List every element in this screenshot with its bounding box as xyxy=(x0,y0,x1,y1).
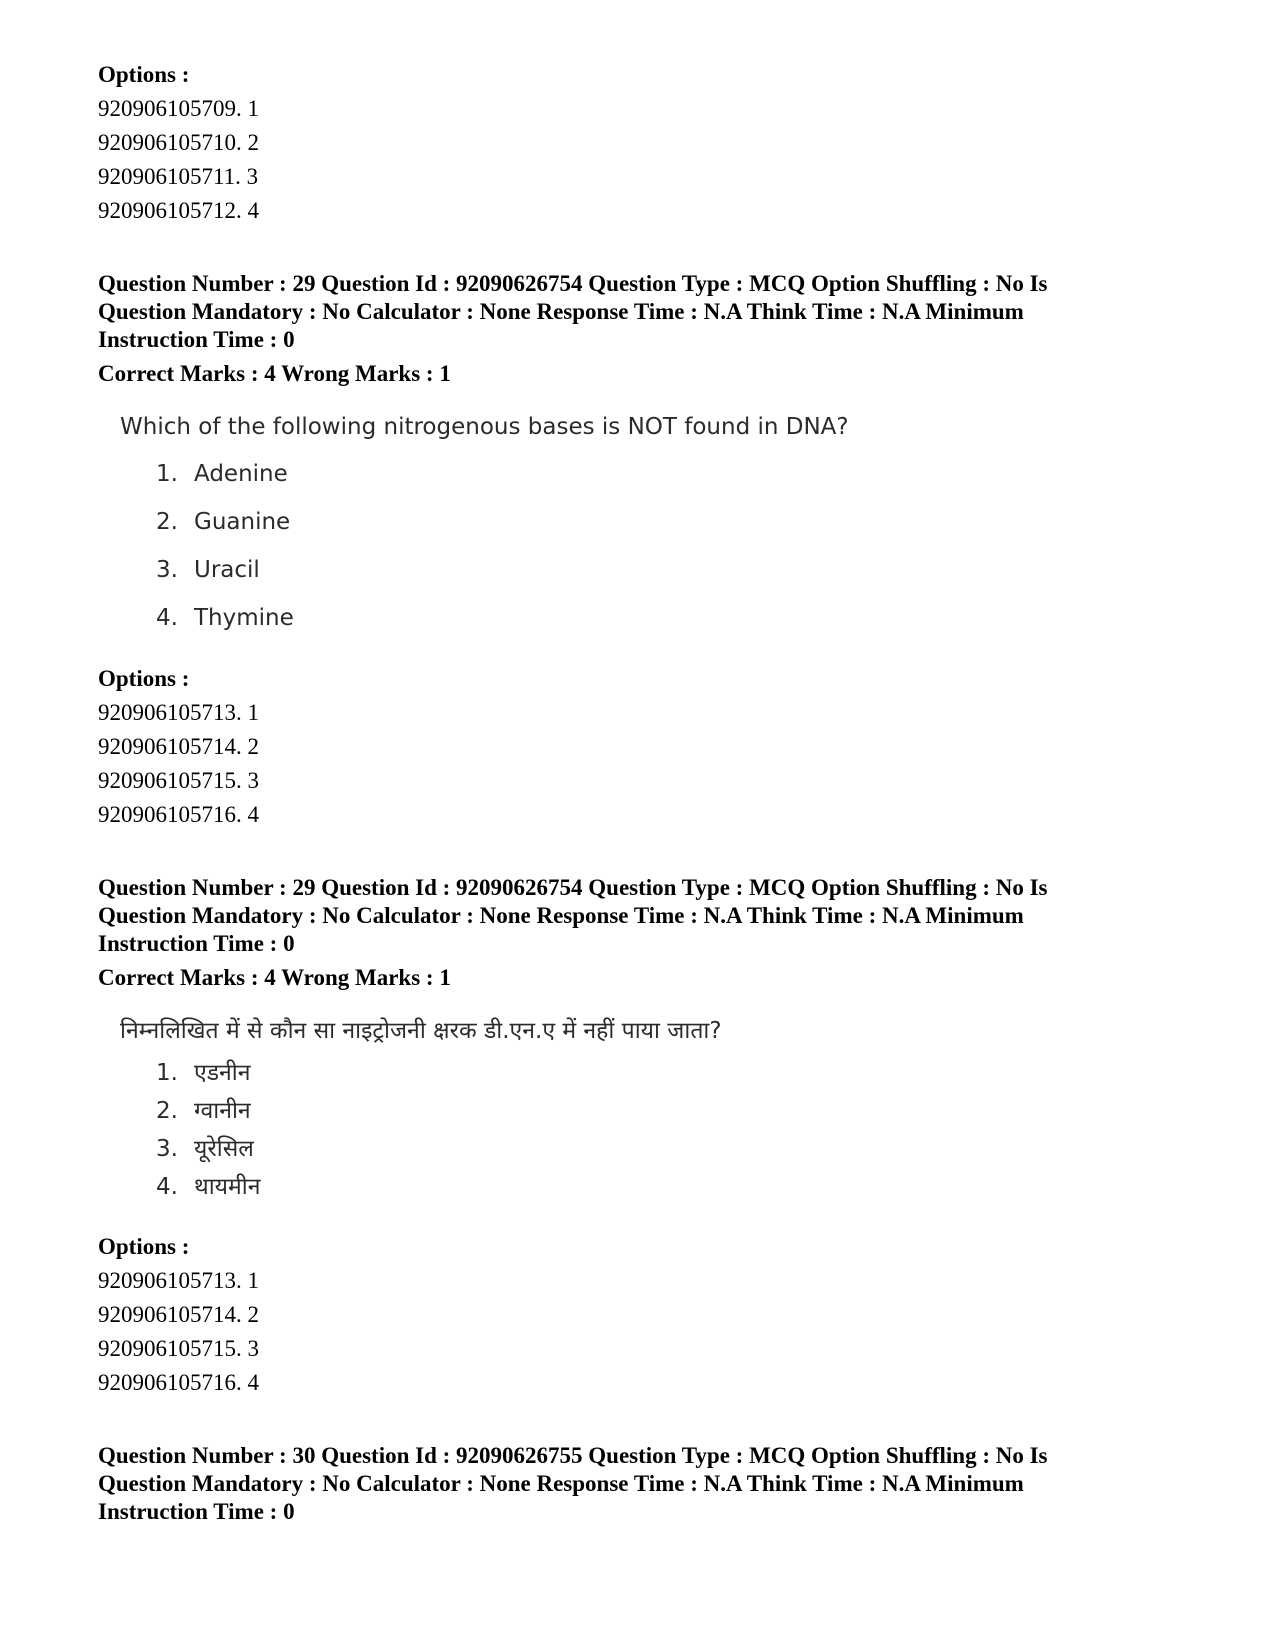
question-meta-line: Question Number : 29 Question Id : 92090626754 Question Type : MCQ Option Shuffling : No Is xyxy=(98,271,1048,296)
option-line: 920906105715. 3 xyxy=(98,768,259,793)
choice-item xyxy=(156,546,1178,594)
choice-number: 4. xyxy=(156,1174,178,1200)
question-text: Which of the following nitrogenous bases is NOT found in DNA? xyxy=(120,414,849,440)
choice-item xyxy=(156,498,1178,546)
option-line: 920906105714. 2 xyxy=(98,734,259,759)
choice-text: Adenine xyxy=(194,461,288,487)
marks-line: Correct Marks : 4 Wrong Marks : 1 xyxy=(98,361,451,386)
options-heading: Options : xyxy=(98,62,190,87)
choice-item xyxy=(156,1168,1178,1206)
question-text: निम्नलिखित में से कौन सा नाइट्रोजनी क्षरक डी.एन.ए में नहीं पाया जाता? xyxy=(120,1018,722,1044)
choice-number: 4. xyxy=(156,605,178,631)
question-meta-line: Instruction Time : 0 xyxy=(98,1499,295,1524)
option-line: 920906105713. 1 xyxy=(98,700,259,725)
option-line: 920906105712. 4 xyxy=(98,198,259,223)
question-meta-line: Question Mandatory : No Calculator : None Response Time : N.A Think Time : N.A Minimum xyxy=(98,903,1024,928)
marks-line: Correct Marks : 4 Wrong Marks : 1 xyxy=(98,965,451,990)
option-line: 920906105716. 4 xyxy=(98,802,259,827)
option-line: 920906105716. 4 xyxy=(98,1370,259,1395)
option-line: 920906105715. 3 xyxy=(98,1336,259,1361)
document-page xyxy=(98,58,1178,1526)
question-image xyxy=(120,412,1178,642)
spacer xyxy=(98,642,1178,662)
choice-number: 3. xyxy=(156,557,178,583)
question-image xyxy=(120,1016,1178,1206)
choice-item xyxy=(156,1092,1178,1130)
question-block-hindi xyxy=(98,874,1178,1400)
choice-number: 3. xyxy=(156,1136,178,1162)
question-meta-line: Instruction Time : 0 xyxy=(98,931,295,956)
options-heading: Options : xyxy=(98,1234,190,1259)
option-line: 920906105710. 2 xyxy=(98,130,259,155)
question-meta-line: Question Number : 29 Question Id : 92090626754 Question Type : MCQ Option Shuffling : No Is xyxy=(98,875,1048,900)
spacer xyxy=(98,228,1178,270)
question-block-english xyxy=(98,270,1178,832)
choice-text: Guanine xyxy=(194,509,291,535)
choice-text: थायमीन xyxy=(194,1174,261,1200)
option-line: 920906105709. 1 xyxy=(98,96,259,121)
option-line: 920906105714. 2 xyxy=(98,1302,259,1327)
choice-number: 1. xyxy=(156,461,178,487)
option-line: 920906105711. 3 xyxy=(98,164,259,189)
choice-number: 2. xyxy=(156,1098,178,1124)
choice-text: ग्वानीन xyxy=(194,1098,251,1124)
spacer xyxy=(98,1206,1178,1230)
choice-item xyxy=(156,1130,1178,1168)
choice-item xyxy=(156,450,1178,498)
question-meta-line: Question Number : 30 Question Id : 92090626755 Question Type : MCQ Option Shuffling : No Is xyxy=(98,1443,1048,1468)
choice-number: 2. xyxy=(156,509,178,535)
spacer xyxy=(98,832,1178,874)
choice-text: एडनीन xyxy=(194,1060,251,1086)
choice-text: Uracil xyxy=(194,557,260,583)
spacer xyxy=(98,1400,1178,1442)
question-meta-line: Question Mandatory : No Calculator : None Response Time : N.A Think Time : N.A Minimum xyxy=(98,299,1024,324)
options-heading: Options : xyxy=(98,666,190,691)
choice-item xyxy=(156,594,1178,642)
question-meta-line: Instruction Time : 0 xyxy=(98,327,295,352)
choice-number: 1. xyxy=(156,1060,178,1086)
choice-text: Thymine xyxy=(194,605,294,631)
choice-item xyxy=(156,1054,1178,1092)
question-block-next xyxy=(98,1442,1178,1526)
option-line: 920906105713. 1 xyxy=(98,1268,259,1293)
top-options-block xyxy=(98,58,1178,228)
choice-text: यूरेसिल xyxy=(194,1136,254,1162)
question-meta-line: Question Mandatory : No Calculator : None Response Time : N.A Think Time : N.A Minimum xyxy=(98,1471,1024,1496)
